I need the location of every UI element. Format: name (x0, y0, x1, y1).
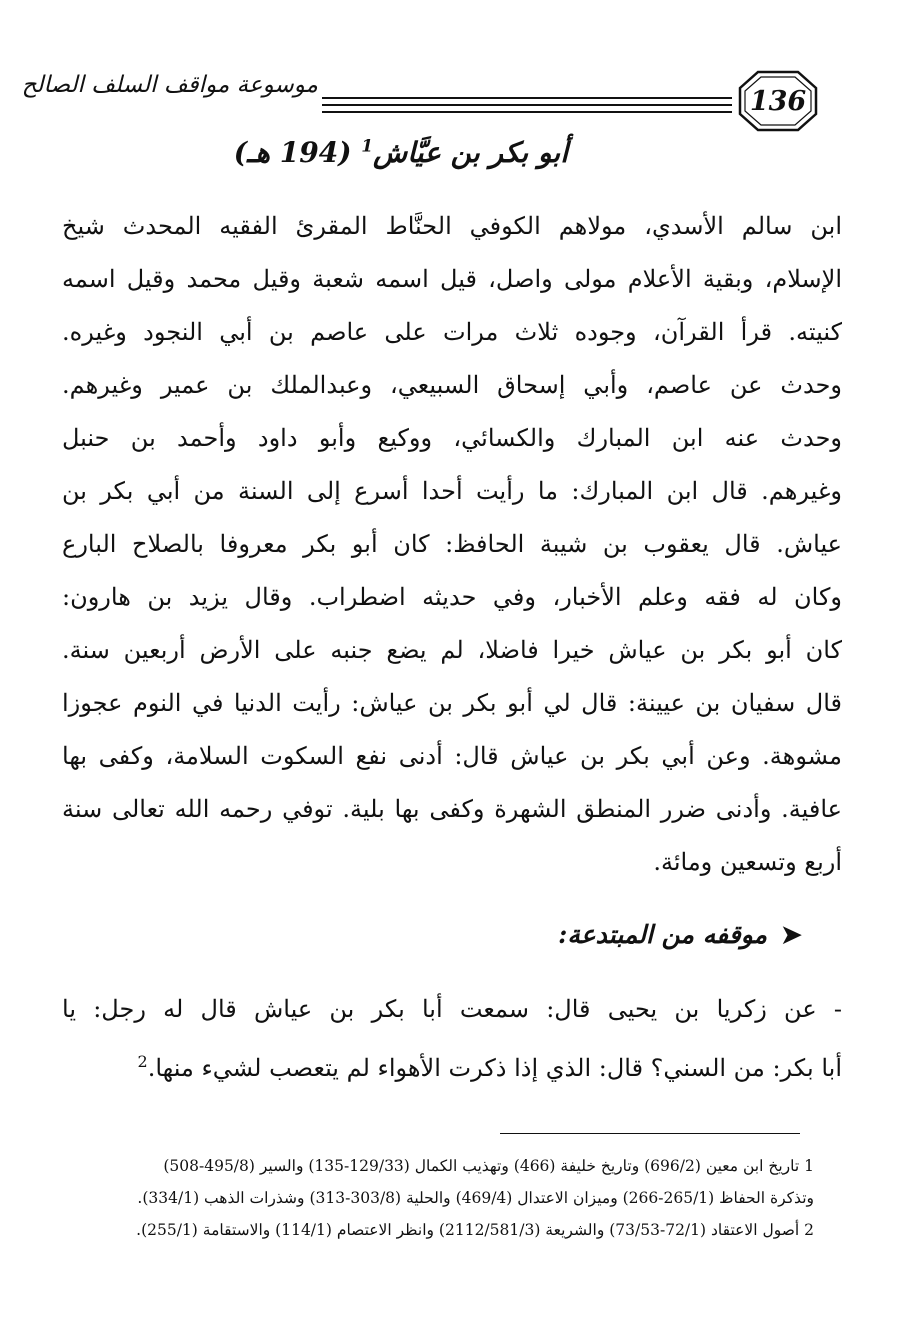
series-title: موسوعة مواقف السلف الصالح (21, 72, 318, 98)
footnote-line: وتذكرة الحفاظ (265/1-266) وميزان الاعتدال (469/4) والحلية (303/8-313) وشذرات الذهب (334/1). (137, 1189, 814, 1207)
header-rule (322, 104, 732, 106)
section-line-text: أبا بكر: من السني؟ قال: الذي إذا ذكرت الأهواء لم يتعصب لشيء منها. (147, 1054, 842, 1082)
entry-death-year: (194 هـ) (233, 136, 362, 169)
page-header (0, 0, 913, 140)
entry-name: أبو بكر بن عيَّاش (373, 136, 568, 169)
body-line: كان أبو بكر بن عياش خيرا فاضلا، لم يضع جنبه على الأرض أربعين سنة. (62, 636, 842, 664)
body-line: عياش. قال يعقوب بن شيبة الحافظ: كان أبو بكر معروفا بالصلاح البارع (62, 530, 842, 558)
body-line: قال سفيان بن عيينة: قال لي أبو بكر بن عياش: رأيت الدنيا في النوم عجوزا (62, 689, 842, 717)
header-rule (322, 97, 732, 99)
section-heading-text: موقفه من المبتدعة: (558, 920, 768, 949)
body-line: وحدث عنه ابن المبارك والكسائي، ووكيع وأبو داود وأحمد بن حنبل (62, 424, 842, 452)
body-line: عافية. وأدنى ضرر المنطق الشهرة وكفى بها بلية. توفي رحمه الله تعالى سنة (62, 795, 842, 823)
body-line: ابن سالم الأسدي، مولاهم الكوفي الحنَّاط المقرئ الفقيه المحدث شيخ (62, 212, 842, 240)
body-line: مشوهة. وعن أبي بكر بن عياش قال: أدنى نفع السكوت السلامة، وكفى بها (62, 742, 842, 770)
arrow-icon: ➤ (781, 920, 802, 949)
footnote-line: 2 أصول الاعتقاد (72/1-73/53) والشريعة (2112/581/3) وانظر الاعتصام (114/1) والاستقامة (255/1). (136, 1221, 814, 1239)
body-line: وحدث عن عاصم، وأبي إسحاق السبيعي، وعبدالملك بن عمير وغيرهم. (62, 371, 842, 399)
section-text (62, 982, 842, 1088)
body-line: كنيته. قرأ القرآن، وجوده ثلاث مرات على عاصم بن أبي النجود وغيره. (62, 318, 842, 346)
biography-text (62, 200, 842, 889)
footnotes (62, 1150, 814, 1246)
footnote-line: 1 تاريخ ابن معين (696/2) وتاريخ خليفة (466) وتهذيب الكمال (129/33-135) والسير (495/8-508) (163, 1157, 814, 1175)
footnote-ref: 2 (137, 1052, 148, 1071)
section-line (62, 1035, 842, 1088)
body-line: الإسلام، وبقية الأعلام مولى واصل، قيل اسمه شعبة وقيل محمد وقيل اسمه (62, 265, 842, 293)
section-heading (520, 920, 802, 960)
section-line: - عن زكريا بن يحيى قال: سمعت أبا بكر بن عياش قال له رجل: يا (62, 995, 842, 1023)
body-line: أربع وتسعين ومائة. (653, 848, 842, 876)
page-number: 136 (749, 86, 807, 117)
page-number-badge (736, 68, 820, 134)
body-line: وكان له فقه وعلم الأخبار، وفي حديثه اضطراب. وقال يزيد بن هارون: (62, 583, 842, 611)
footnote-separator (500, 1133, 800, 1134)
body-line: وغيرهم. قال ابن المبارك: ما رأيت أحدا أسرع إلى السنة من أبي بكر بن (62, 477, 842, 505)
entry-title (148, 136, 568, 169)
footnote-ref: 1 (361, 136, 374, 157)
header-rule (322, 111, 732, 113)
